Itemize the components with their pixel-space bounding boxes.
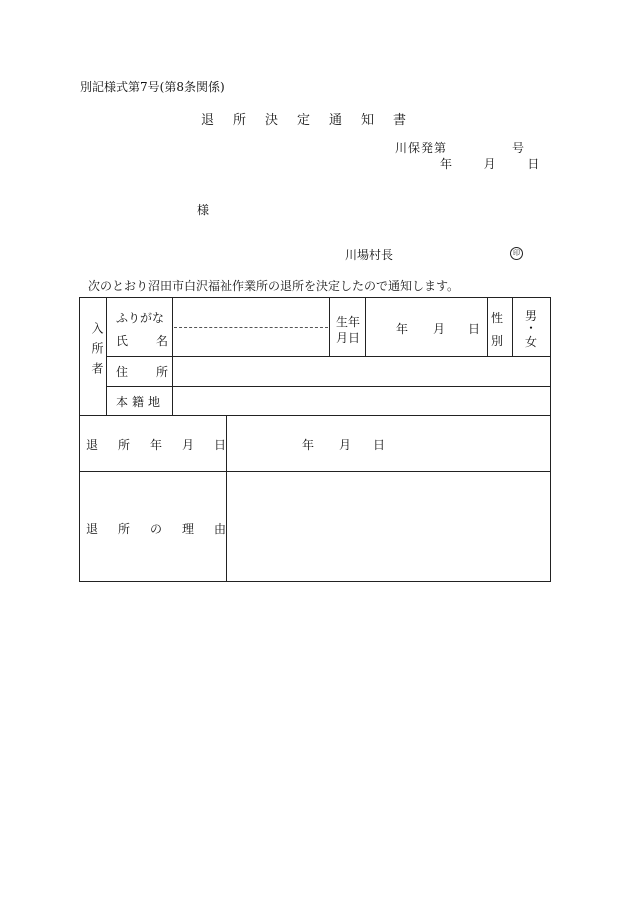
- gender-option-male[interactable]: 男: [525, 309, 538, 323]
- seal-mark: 印: [510, 247, 523, 260]
- exit-reason-label: 退所の理由: [86, 522, 247, 536]
- name-label: 氏 名: [116, 334, 177, 348]
- column-divider: [365, 298, 366, 356]
- exit-date-label: 退所年月日: [86, 438, 247, 452]
- document-number-prefix: 川保発第: [395, 141, 448, 155]
- birth-month-marker: 月: [433, 322, 446, 336]
- column-divider: [487, 298, 488, 356]
- birth-label-line1: 生年: [336, 315, 361, 329]
- furigana-separator: [174, 327, 328, 328]
- section-label-text: 入所者: [90, 322, 104, 382]
- column-divider: [329, 298, 330, 356]
- addressee-honorific: 様: [197, 203, 210, 217]
- column-divider: [512, 298, 513, 356]
- birth-day-marker: 日: [468, 322, 481, 336]
- issue-date-month: 月: [483, 157, 496, 171]
- gender-label-line2: 別: [491, 334, 504, 348]
- exit-notice-table: [79, 297, 551, 582]
- row-divider: [80, 471, 551, 472]
- exit-date-month-marker: 月: [339, 438, 352, 452]
- issuer-name: 川場村長: [345, 248, 394, 262]
- column-divider: [172, 298, 173, 415]
- gender-label-line1: 性: [491, 311, 504, 325]
- row-divider: [80, 415, 551, 416]
- issue-date-year: 年: [440, 157, 453, 171]
- address-label: 住 所: [116, 365, 177, 379]
- gender-option-separator: ・: [525, 321, 538, 335]
- domicile-input-area[interactable]: [174, 388, 550, 414]
- furigana-input-area[interactable]: [174, 301, 327, 325]
- birth-year-marker: 年: [396, 322, 409, 336]
- domicile-label: 本籍地: [116, 395, 165, 409]
- issue-date-day: 日: [527, 157, 540, 171]
- address-input-area[interactable]: [174, 358, 550, 385]
- birth-label-line2: 月日: [336, 331, 361, 345]
- gender-option-female[interactable]: 女: [525, 335, 538, 349]
- exit-reason-input-area[interactable]: [228, 473, 550, 581]
- name-input-area[interactable]: [174, 329, 327, 355]
- exit-date-day-marker: 日: [373, 438, 386, 452]
- section-label-resident: [86, 322, 104, 389]
- document-number-suffix: 号: [512, 141, 525, 155]
- exit-date-year-marker: 年: [302, 438, 315, 452]
- form-reference: 別記様式第7号(第8条関係): [80, 80, 225, 94]
- issue-date: [440, 155, 539, 172]
- furigana-label: ふりがな: [116, 311, 165, 325]
- document-title: 退所決定通知書: [201, 113, 426, 128]
- intro-text: 次のとおり沼田市白沢福祉作業所の退所を決定したので通知します。: [88, 279, 460, 293]
